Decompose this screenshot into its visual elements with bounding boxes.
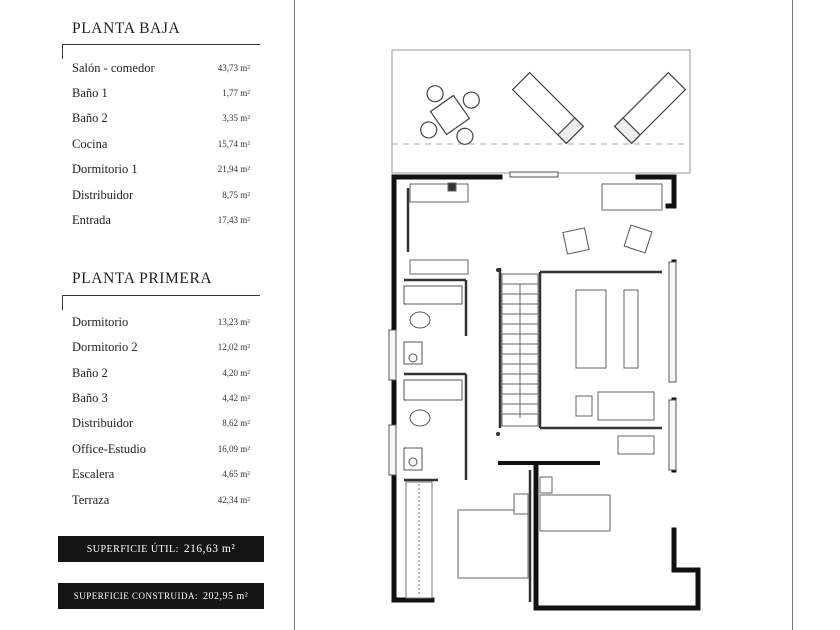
kitchen-counter [410, 183, 662, 274]
room-area: 4,65 m² [222, 469, 250, 479]
room-row [72, 111, 250, 129]
superficie-construida-value: 202,95 m² [202, 590, 249, 602]
superficie-util-box [58, 536, 264, 562]
room-name: Dormitorio [72, 315, 129, 329]
room-name: Entrada [72, 213, 111, 227]
room-row [72, 366, 250, 384]
right-frame-line [792, 0, 793, 630]
superficie-util-value: 216,63 m² [183, 543, 236, 555]
room-row [72, 493, 250, 511]
room-area: 17,43 m² [217, 215, 250, 225]
room-name: Cocina [72, 137, 108, 151]
left-frame-line [294, 0, 295, 630]
room-row [72, 162, 250, 180]
room-row [72, 391, 250, 409]
room-name: Terraza [72, 493, 110, 507]
living-room-furniture [576, 290, 654, 454]
room-area: 12,02 m² [217, 342, 250, 352]
sun-lounger-right [615, 73, 686, 144]
room-name: Escalera [72, 467, 115, 481]
superficie-construida-box [58, 583, 264, 609]
room-row [72, 213, 250, 231]
room-name: Distribuidor [72, 416, 134, 430]
staircase [502, 274, 538, 426]
wardrobe [406, 482, 432, 598]
room-row [72, 61, 250, 79]
superficie-util-label: SUPERFICIE ÚTIL: [86, 543, 179, 555]
room-area: 4,42 m² [222, 393, 250, 403]
room-name: Office-Estudio [72, 442, 147, 456]
room-area: 21,94 m² [217, 164, 250, 174]
room-row [72, 86, 250, 104]
floor-plan [380, 40, 710, 615]
room-row [72, 188, 250, 206]
room-area: 43,73 m² [217, 63, 250, 73]
planta-primera-rule [62, 295, 260, 296]
room-area: 16,09 m² [217, 444, 250, 454]
planta-baja-rule [62, 44, 260, 45]
room-area: 4,20 m² [222, 368, 250, 378]
room-area: 3,35 m² [222, 113, 250, 123]
patio-table-set [403, 68, 498, 163]
room-area: 8,62 m² [222, 418, 250, 428]
room-area: 1,77 m² [222, 88, 250, 98]
room-row [72, 416, 250, 434]
room-name: Dormitorio 2 [72, 340, 138, 354]
superficie-construida-label: SUPERFICIE CONSTRUIDA: [73, 591, 198, 601]
room-row [72, 137, 250, 155]
room-name: Baño 2 [72, 111, 108, 125]
room-row [72, 315, 250, 333]
room-name: Dormitorio 1 [72, 162, 138, 176]
sun-lounger-left [513, 73, 584, 144]
room-area: 15,74 m² [217, 139, 250, 149]
room-area: 13,23 m² [217, 317, 250, 327]
room-name: Baño 3 [72, 391, 108, 405]
bathroom-fixtures [404, 286, 462, 470]
room-area: 42,34 m² [217, 495, 250, 505]
room-name: Salón - comedor [72, 61, 155, 75]
room-row [72, 340, 250, 358]
surface-legend [0, 0, 290, 630]
planta-primera-title: PLANTA PRIMERA [72, 270, 213, 287]
room-name: Baño 1 [72, 86, 108, 100]
room-row [72, 467, 250, 485]
planta-baja-title: PLANTA BAJA [72, 20, 181, 37]
room-area: 8,75 m² [222, 190, 250, 200]
armchairs [563, 225, 652, 254]
room-name: Baño 2 [72, 366, 108, 380]
room-row [72, 442, 250, 460]
room-name: Distribuidor [72, 188, 134, 202]
